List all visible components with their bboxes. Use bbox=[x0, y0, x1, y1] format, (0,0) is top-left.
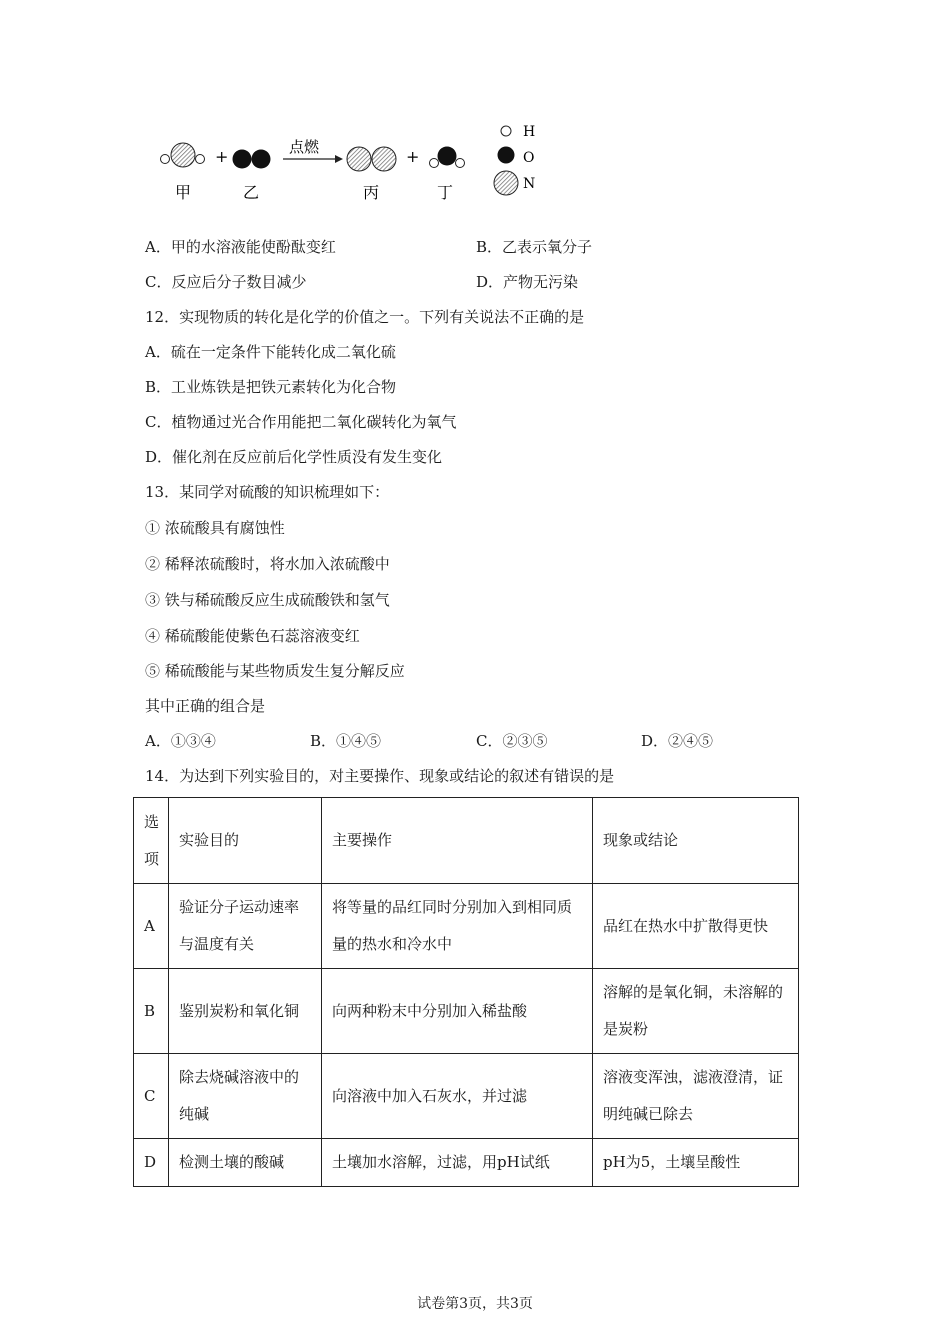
q13-item-4: ④ 稀硫酸能使紫色石蕊溶液变红 bbox=[145, 627, 360, 645]
legend bbox=[494, 124, 535, 195]
q11-option-a[interactable] bbox=[145, 237, 336, 257]
label-jia: 甲 bbox=[175, 183, 192, 202]
option-text: 甲的水溶液能使酚酞变红 bbox=[170, 238, 336, 256]
header-cell-purpose: 实验目的 bbox=[169, 798, 322, 884]
table-row bbox=[134, 1139, 799, 1187]
row-operation-cell: 向两种粉末中分别加入稀盐酸 bbox=[322, 969, 593, 1054]
header-cell-operation: 主要操作 bbox=[322, 798, 593, 884]
q13-option-c[interactable]: C．②③⑤ bbox=[476, 732, 548, 750]
table-row bbox=[134, 1054, 799, 1139]
option-key: A． bbox=[145, 238, 171, 256]
q11-option-d[interactable] bbox=[476, 272, 578, 292]
row-conclusion-cell: pH为5，土壤呈酸性 bbox=[593, 1139, 799, 1187]
row-operation-cell: 将等量的品红同时分别加入到相同质量的热水和冷水中 bbox=[322, 884, 593, 969]
molecule-bing bbox=[347, 147, 396, 171]
q13-item-2: ② 稀释浓硫酸时，将水加入浓硫酸中 bbox=[145, 555, 390, 573]
option-text: 反应后分子数目减少 bbox=[171, 273, 307, 291]
legend-o-symbol: O bbox=[523, 150, 535, 166]
label-yi: 乙 bbox=[243, 183, 260, 202]
arrow-label: 点燃 bbox=[289, 139, 320, 156]
table-row bbox=[134, 969, 799, 1054]
row-conclusion-cell: 品红在热水中扩散得更快 bbox=[593, 884, 799, 969]
q13-option-d[interactable]: D．②④⑤ bbox=[641, 732, 714, 750]
legend-o-circle bbox=[498, 147, 515, 164]
q13-stem: 13．某同学对硫酸的知识梳理如下： bbox=[145, 483, 390, 501]
option-text: 乙表示氧分子 bbox=[502, 238, 593, 256]
row-purpose-cell: 除去烧碱溶液中的纯碱 bbox=[169, 1054, 322, 1139]
row-option-cell: A bbox=[134, 884, 169, 969]
header-cell-conclusion: 现象或结论 bbox=[593, 798, 799, 884]
q12-stem: 12．实现物质的转化是化学的价值之一。下列有关说法不正确的是 bbox=[145, 308, 585, 326]
option-text: 产物无污染 bbox=[503, 273, 579, 291]
legend-n-symbol: N bbox=[523, 176, 536, 192]
legend-h-symbol: H bbox=[523, 124, 536, 140]
row-operation-cell: 向溶液中加入石灰水，并过滤 bbox=[322, 1054, 593, 1139]
q14-stem: 14．为达到下列实验目的，对主要操作、现象或结论的叙述有错误的是 bbox=[145, 767, 615, 785]
plus-sign: + bbox=[215, 147, 229, 166]
row-option-cell: C bbox=[134, 1054, 169, 1139]
table-header-row bbox=[134, 798, 799, 884]
label-ding: 丁 bbox=[437, 183, 454, 202]
plus-sign: + bbox=[406, 147, 420, 166]
q12-option-d[interactable]: D．催化剂在反应前后化学性质没有发生变化 bbox=[145, 448, 443, 466]
q12-option-b[interactable]: B．工业炼铁是把铁元素转化为化合物 bbox=[145, 378, 397, 396]
row-purpose-cell: 检测土壤的酸碱 bbox=[169, 1139, 322, 1187]
q13-item-5: ⑤ 稀硫酸能与某些物质发生复分解反应 bbox=[145, 662, 405, 680]
row-purpose-cell: 验证分子运动速率与温度有关 bbox=[169, 884, 322, 969]
row-operation-cell: 土壤加水溶解，过滤，用pH试纸 bbox=[322, 1139, 593, 1187]
q13-prompt: 其中正确的组合是 bbox=[145, 697, 266, 715]
option-key: B． bbox=[476, 238, 503, 256]
header-cell-option: 选项 bbox=[134, 798, 169, 884]
row-option-cell: B bbox=[134, 969, 169, 1054]
row-conclusion-cell: 溶液变浑浊，滤液澄清，证明纯碱已除去 bbox=[593, 1054, 799, 1139]
q11-option-b[interactable] bbox=[476, 237, 592, 257]
page-footer: 试卷第3页，共3页 bbox=[417, 1296, 533, 1312]
label-bing: 丙 bbox=[363, 183, 380, 202]
reaction-diagram bbox=[155, 118, 555, 208]
molecule-ding bbox=[430, 147, 465, 168]
q13-item-3: ③ 铁与稀硫酸反应生成硫酸铁和氢气 bbox=[145, 591, 390, 609]
table-row bbox=[134, 884, 799, 969]
reaction-arrow bbox=[283, 155, 343, 163]
row-option-cell: D bbox=[134, 1139, 169, 1187]
row-conclusion-cell: 溶解的是氧化铜，未溶解的是炭粉 bbox=[593, 969, 799, 1054]
experiment-table bbox=[133, 797, 799, 1187]
molecule-jia bbox=[161, 143, 205, 167]
molecule-yi bbox=[233, 150, 271, 169]
q12-option-c[interactable]: C．植物通过光合作用能把二氧化碳转化为氧气 bbox=[145, 413, 457, 431]
legend-n-circle bbox=[494, 171, 518, 195]
legend-h-circle bbox=[501, 126, 511, 136]
q12-option-a[interactable]: A．硫在一定条件下能转化成二氧化硫 bbox=[145, 343, 396, 361]
option-key: C． bbox=[145, 273, 172, 291]
row-purpose-cell: 鉴别炭粉和氧化铜 bbox=[169, 969, 322, 1054]
q11-option-c[interactable] bbox=[145, 272, 307, 292]
q13-option-a[interactable]: A．①③④ bbox=[145, 732, 216, 750]
option-key: D． bbox=[476, 273, 504, 291]
q13-item-1: ① 浓硫酸具有腐蚀性 bbox=[145, 519, 285, 537]
q13-option-b[interactable]: B．①④⑤ bbox=[310, 732, 382, 750]
